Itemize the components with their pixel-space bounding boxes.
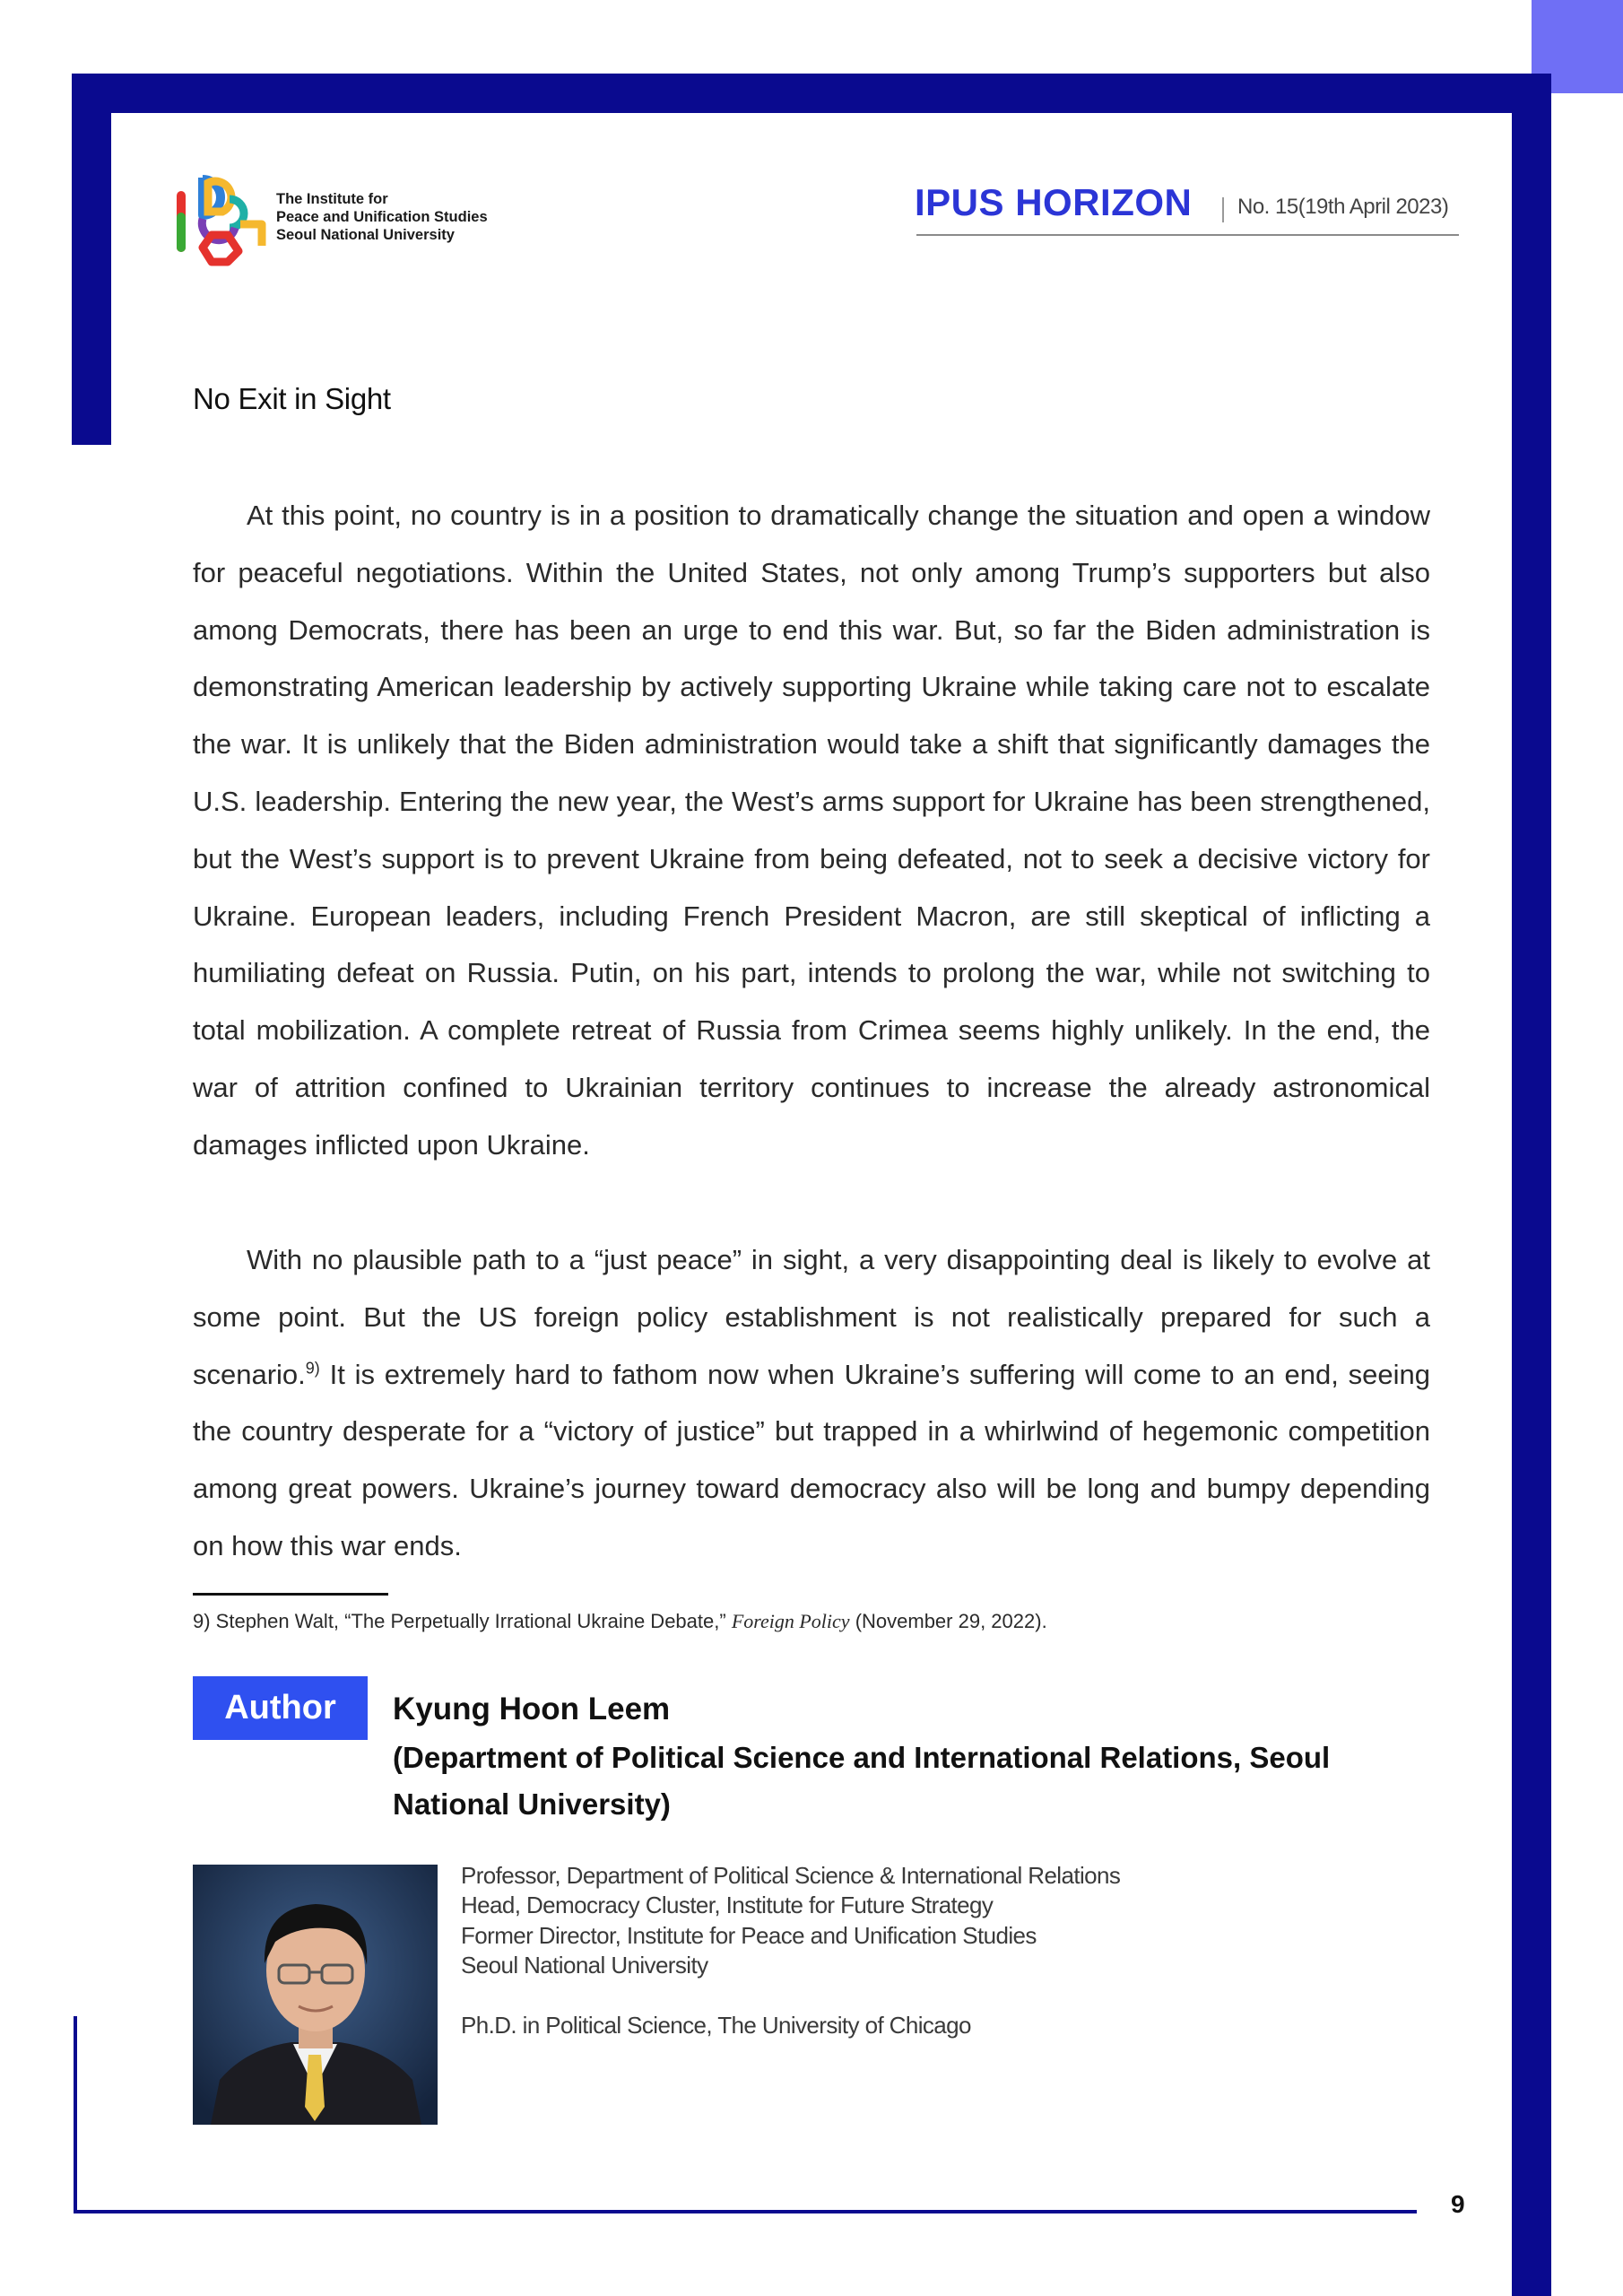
body-paragraph — [193, 1231, 1430, 1575]
institute-name — [276, 190, 488, 244]
issue-label: No. 15(19th April 2023) — [1237, 195, 1449, 219]
body-paragraph: At this point, no country is in a position to dramatically change the situation and open a window for peaceful negotiations. Within the United States, not only among Trump’s supporters but also among Democrats, there has been an urge to end this war. But, so far the Biden administration is demonstrating American leadership by actively supporting Ukraine while taking care not to escalate the war. It is unlikely that the Biden administration would take a shift that significantly damages the U.S. leadership. Entering the new year, the West’s arms support for Ukraine has been strengthened, but the West’s support is to prevent Ukraine from being defeated, not to seek a decisive victory for Ukraine. European leaders, including French President Macron, are still skeptical of inflicting a humiliating defeat on Russia. Putin, on his part, intends to prolong the war, while not switching to total mobilization. A complete retreat of Russia from Crimea seems highly unlikely. In the end, the war of attrition confined to Ukrainian territory continues to increase the already astronomical damages inflicted upon Ukraine. — [193, 500, 1430, 1161]
bio-line: Former Director, Institute for Peace and Unification Studies — [461, 1921, 1037, 1949]
bio-line: Head, Democracy Cluster, Institute for Future Strategy — [461, 1892, 994, 1919]
frame-left-bar — [72, 74, 111, 445]
institute-logo — [176, 165, 274, 267]
author-name: Kyung Hoon Leem — [393, 1692, 671, 1726]
footnote-text: (November 29, 2022). — [849, 1610, 1047, 1632]
paragraph-text: With no plausible path to a “just peace” in sight, a very disappointing deal is likely to evolve at some point. But the US foreign policy establishment is not realistically prepared for such a scenario. — [193, 1244, 1430, 1390]
footnote-publication: Foreign Policy — [731, 1610, 850, 1632]
footnote-rule — [193, 1593, 388, 1596]
author-bio — [461, 1861, 1120, 1981]
author-degree: Ph.D. in Political Science, The University of Chicago — [461, 2012, 971, 2039]
institute-line: The Institute for — [276, 191, 388, 207]
paragraph-text: It is extremely hard to fathom now when Ukraine’s suffering will come to an end, seeing the country desperate for a “victory of justice” but trapped in a whirlwind of hegemonic competition among great powers. Ukraine’s journey toward democracy also will be long and bumpy depending on how this war ends. — [193, 1358, 1430, 1561]
bio-line: Professor, Department of Political Science & International Relations — [461, 1862, 1121, 1889]
institute-line: Peace and Unification Studies — [276, 209, 488, 225]
frame-bottom-line — [74, 2210, 1417, 2213]
page-number: 9 — [1451, 2190, 1465, 2218]
author-badge: Author — [193, 1676, 368, 1740]
frame-right-bar — [1512, 74, 1551, 2296]
footnote-text: 9) Stephen Walt, “The Perpetually Irrational Ukraine Debate,” — [193, 1610, 732, 1632]
frame-top-bar — [72, 74, 1551, 113]
header-rule — [916, 234, 1459, 236]
author-photo — [193, 1865, 438, 2125]
journal-title: IPUS HORIZON — [915, 181, 1193, 223]
author-affiliation: (Department of Political Science and International Relations, Seoul National University) — [393, 1741, 1331, 1821]
header-separator — [1222, 197, 1224, 222]
footnote-marker[interactable]: 9) — [305, 1359, 320, 1378]
bio-line: Seoul National University — [461, 1952, 708, 1979]
footnote — [193, 1610, 1047, 1633]
section-title: No Exit in Sight — [193, 382, 391, 415]
frame-left-line — [74, 2016, 77, 2213]
institute-line: Seoul National University — [276, 227, 455, 243]
